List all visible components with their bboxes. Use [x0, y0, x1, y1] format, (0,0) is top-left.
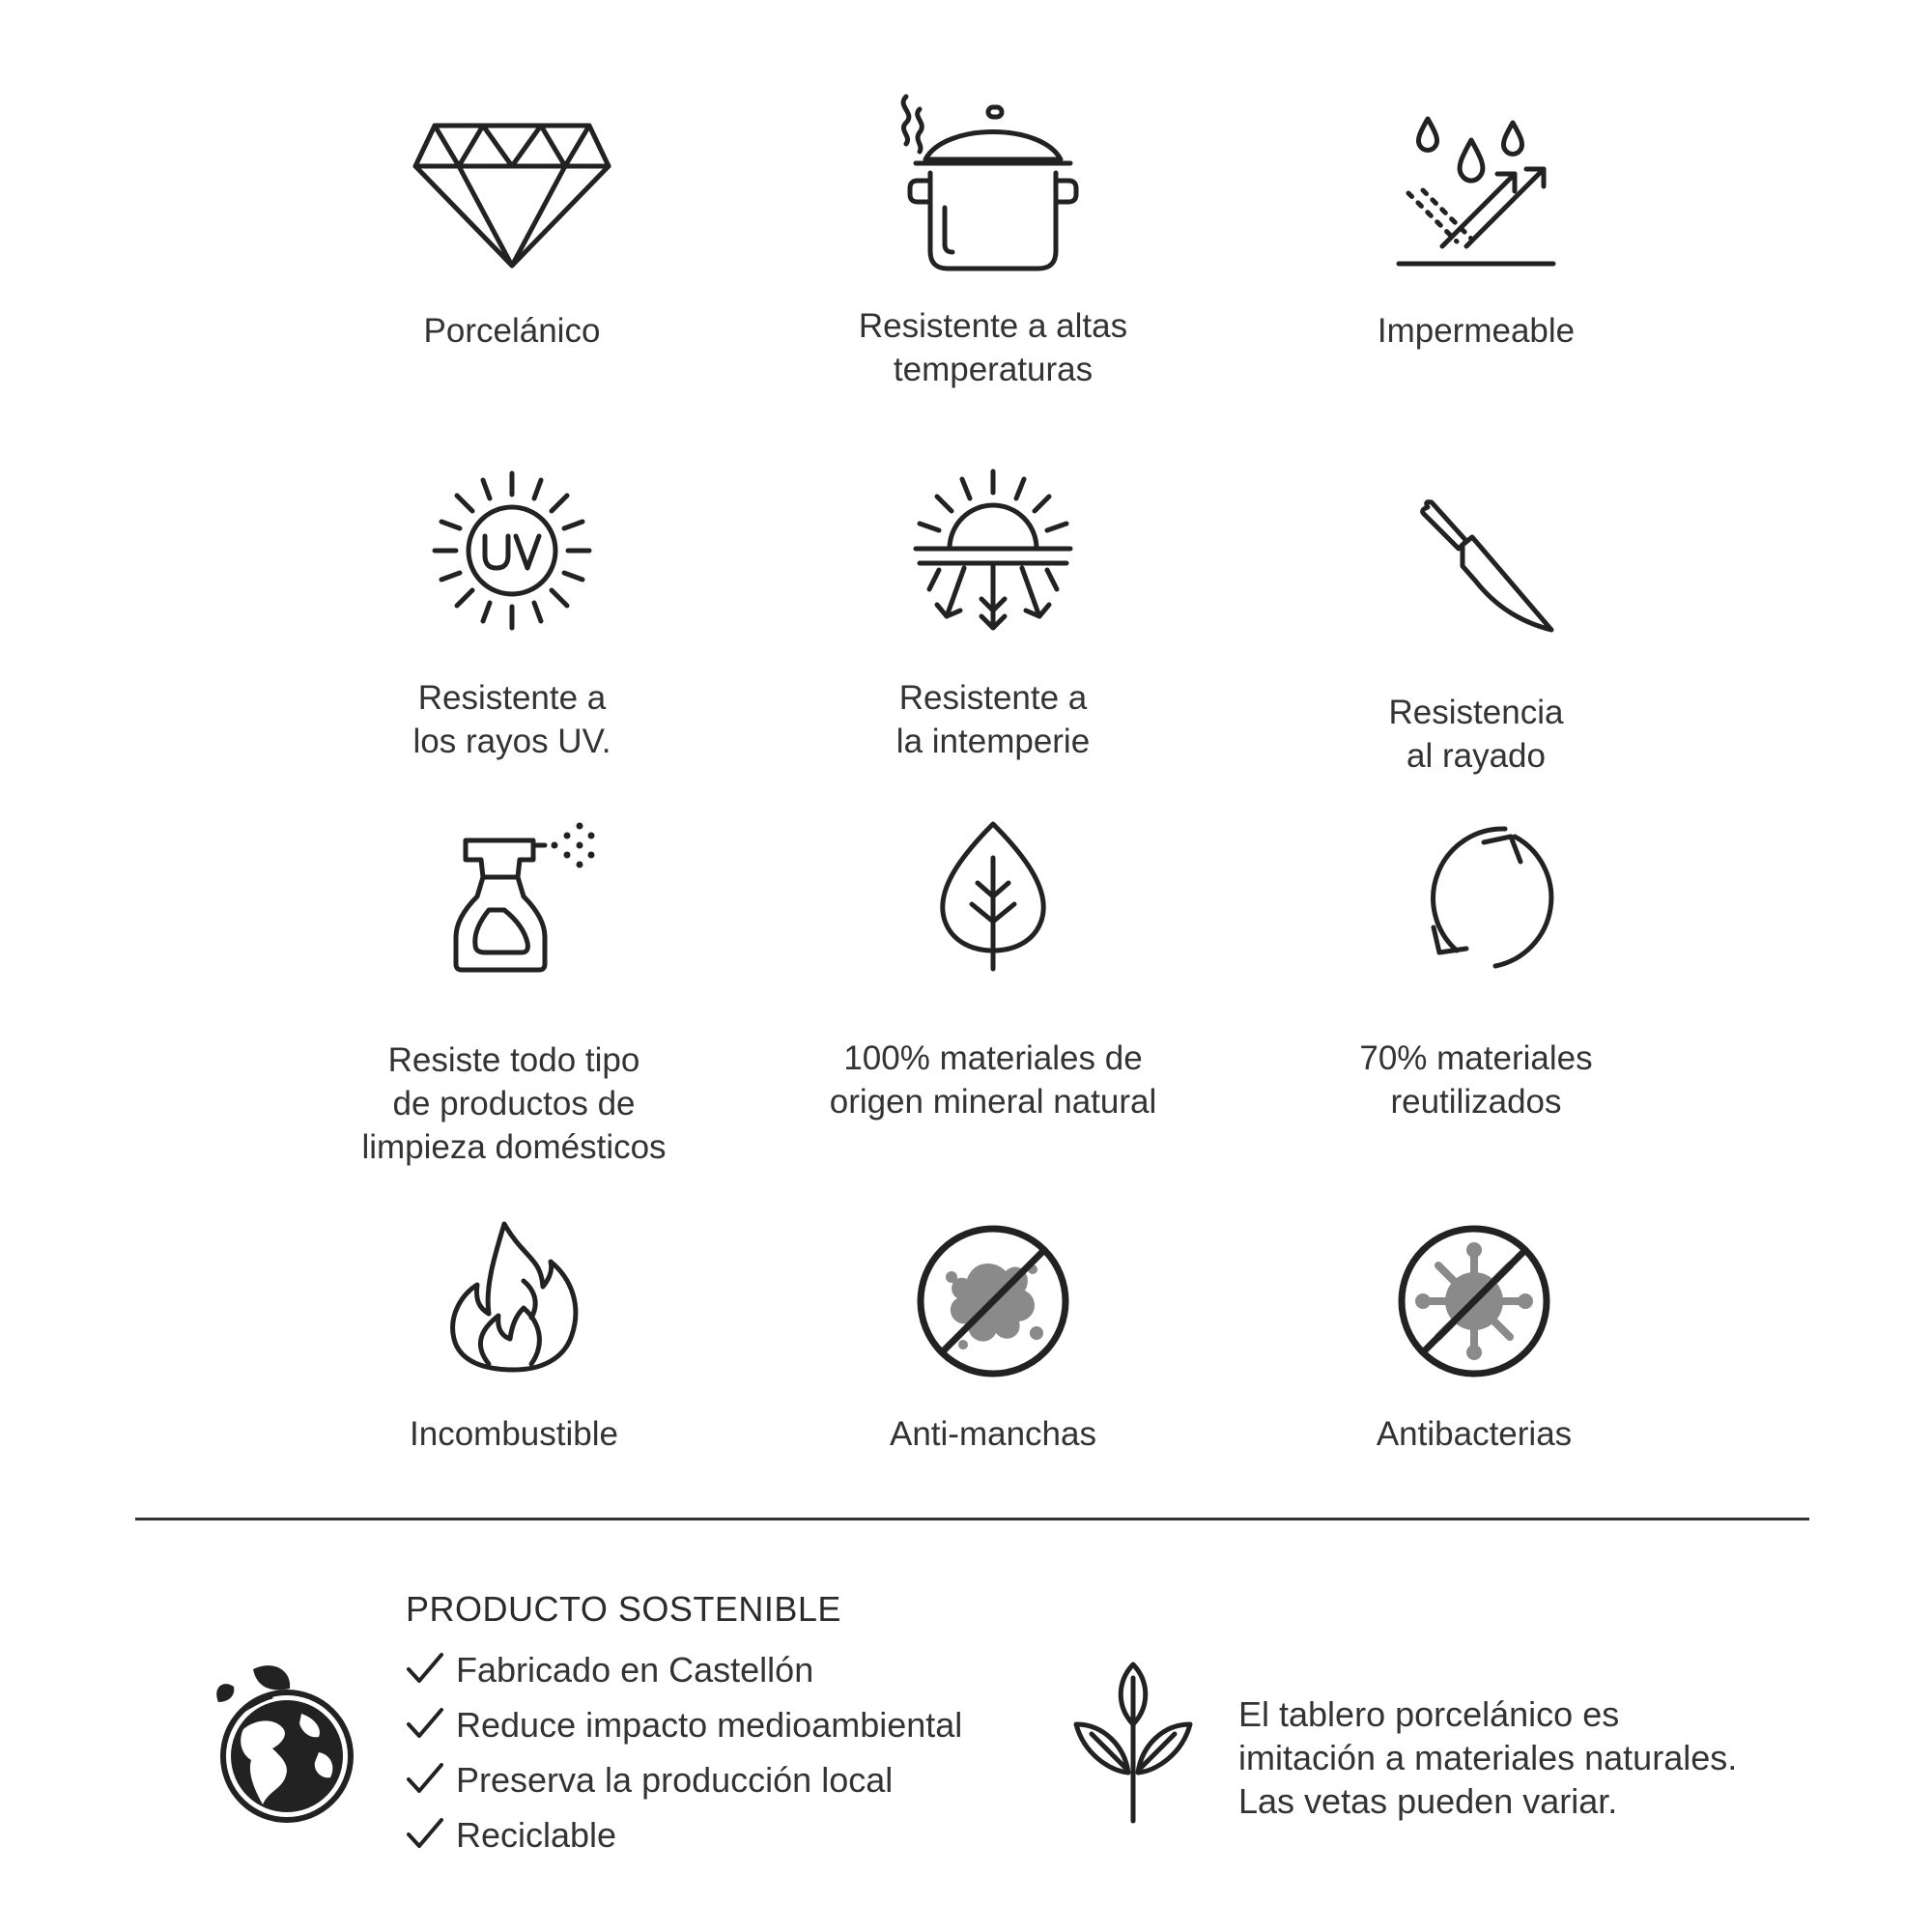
list-item [406, 1697, 962, 1752]
feature-incombustible [311, 1219, 717, 1456]
feature-rayado [1273, 493, 1679, 778]
no-stain-icon [911, 1219, 1075, 1383]
leaf-icon [906, 819, 1080, 974]
list-item [406, 1752, 962, 1807]
cooking-pot-icon [887, 92, 1099, 275]
sun-snowflake-icon [906, 464, 1080, 638]
feature-origen-mineral [790, 819, 1196, 1123]
sustainable-list [406, 1642, 962, 1862]
feature-anti-manchas [790, 1219, 1196, 1456]
product-note: El tablero porcelánico es imitación a materiales naturales. Las vetas pueden variar. [1238, 1694, 1738, 1821]
feature-porcelanico [309, 111, 715, 353]
feature-altas-temperaturas [790, 92, 1196, 391]
feature-label: Porcelánico [423, 312, 601, 350]
no-bacteria-icon [1392, 1219, 1556, 1383]
uv-sun-icon [425, 464, 599, 638]
feature-label: Resistente a altas temperaturas [858, 307, 1128, 388]
spray-bottle-icon [427, 821, 601, 976]
list-item-text: Fabricado en Castellón [456, 1650, 814, 1690]
eco-globe-icon [205, 1660, 364, 1826]
knife-icon [1389, 493, 1563, 638]
feature-intemperie [790, 464, 1196, 763]
feature-label: Antibacterias [1376, 1415, 1573, 1453]
feature-label: 100% materiales de origen mineral natural [829, 1039, 1157, 1121]
plant-sprout-icon [1070, 1657, 1196, 1826]
water-drops-icon [1389, 111, 1563, 275]
list-item-text: Reduce impacto medioambiental [456, 1705, 963, 1745]
list-item [406, 1642, 962, 1697]
checkmark-icon [406, 1817, 444, 1850]
flame-icon [427, 1219, 601, 1374]
feature-label: Incombustible [410, 1415, 618, 1453]
feature-label: Anti-manchas [890, 1415, 1096, 1453]
section-divider [135, 1518, 1809, 1520]
feature-rayos-uv [309, 464, 715, 763]
recycle-arrows-icon [1389, 819, 1563, 974]
sustainable-title: PRODUCTO SOSTENIBLE [406, 1589, 841, 1629]
feature-label: Resistente a los rayos UV. [412, 679, 611, 760]
list-item-text: Reciclable [456, 1815, 617, 1855]
feature-antibacterias [1271, 1219, 1677, 1456]
feature-label: Resiste todo tipo de productos de limpieza domésticos [361, 1041, 667, 1166]
feature-label: Resistencia al rayado [1388, 694, 1564, 775]
feature-label: Resistente a la intemperie [895, 679, 1091, 760]
feature-limpieza [311, 821, 717, 1169]
feature-label: Impermeable [1377, 312, 1576, 350]
diamond-icon [411, 111, 613, 275]
checkmark-icon [406, 1652, 444, 1685]
checkmark-icon [406, 1707, 444, 1740]
feature-label: 70% materiales reutilizados [1359, 1039, 1593, 1121]
feature-impermeable [1273, 111, 1679, 353]
list-item-text: Preserva la producción local [456, 1760, 894, 1800]
checkmark-icon [406, 1762, 444, 1795]
list-item [406, 1807, 962, 1862]
feature-reutilizados [1273, 819, 1679, 1123]
